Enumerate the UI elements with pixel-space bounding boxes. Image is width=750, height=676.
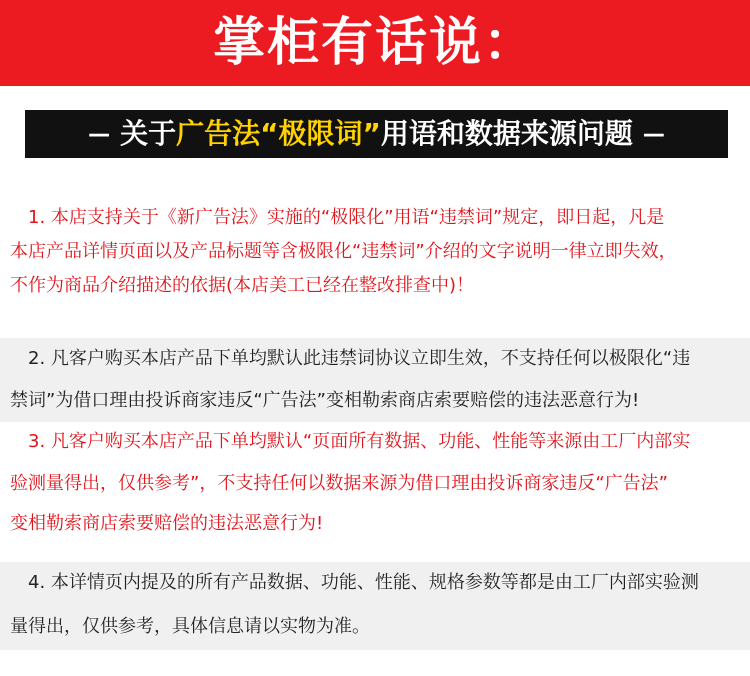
paragraph-4 [0, 562, 750, 650]
paragraph-line: 4. 本详情页内提及的所有产品数据、功能、性能、规格参数等都是由工厂内部实验测 [28, 572, 699, 593]
paragraph-line: 1. 本店支持关于《新广告法》实施的“极限化”用语“违禁词”规定，即日起，凡是 [28, 207, 665, 228]
paragraph-line: 验测量得出，仅供参考”，不支持任何以数据来源为借口理由投诉商家违反“广告法” [10, 473, 668, 494]
paragraph-line: 本店产品详情页面以及产品标题等含极限化“违禁词”介绍的文字说明一律立即失效， [10, 241, 677, 262]
paragraph-line: 变相勒索商店索要赔偿的违法恶意行为! [10, 513, 324, 534]
notice-heading [120, 117, 633, 150]
paragraph-line: 3. 凡客户购买本店产品下单均默认“页面所有数据、功能、性能等来源由工厂内部实 [28, 431, 691, 452]
notice-prefix: 关于 [120, 117, 177, 150]
paragraph-1 [0, 201, 750, 303]
paragraph-3 [0, 425, 750, 541]
left-dash: — [88, 121, 111, 147]
notice-banner [25, 110, 728, 158]
paragraph-line: 禁词”为借口理由投诉商家违反“广告法”变相勒索商店索要赔偿的违法恶意行为! [10, 390, 640, 411]
notice-suffix: 用语和数据来源问题 [380, 117, 633, 150]
paragraph-line: 2. 凡客户购买本店产品下单均默认此违禁词协议立即生效，不支持任何以极限化“违 [28, 348, 691, 369]
paragraph-line: 量得出，仅供参考，具体信息请以实物为准。 [10, 616, 370, 637]
page-title: 掌柜有话说： [212, 13, 537, 73]
header-banner [0, 0, 750, 86]
paragraph-2 [0, 338, 750, 422]
right-dash: — [642, 121, 665, 147]
paragraph-line: 不作为商品介绍描述的依据(本店美工已经在整改排查中)！ [10, 275, 475, 296]
notice-highlight: 广告法“极限词” [176, 117, 381, 150]
